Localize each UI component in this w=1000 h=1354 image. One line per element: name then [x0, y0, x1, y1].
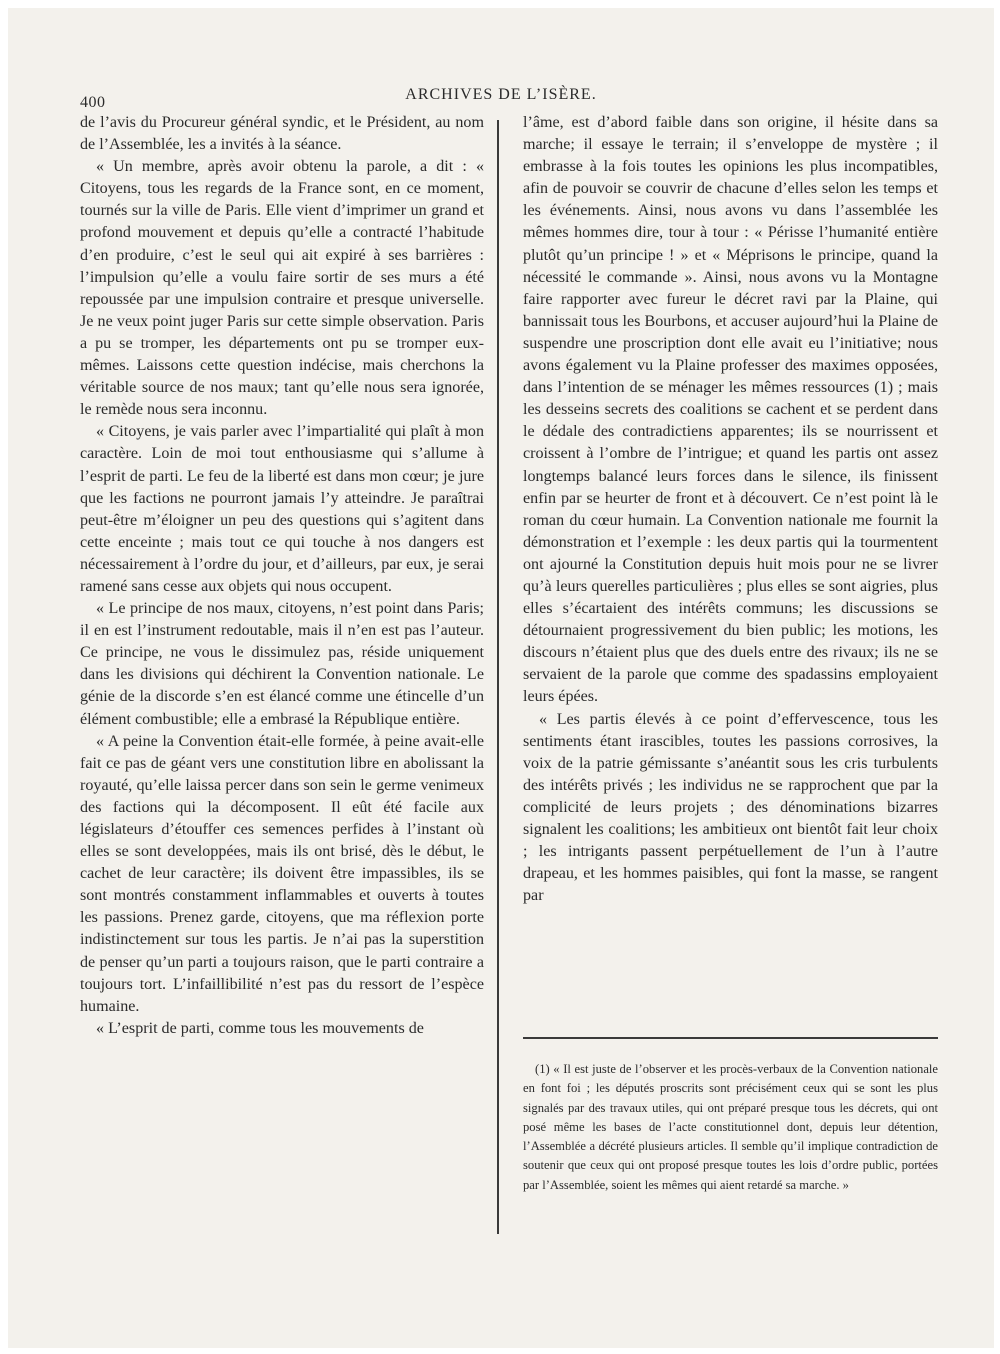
footnote-text: (1) « Il est juste de l’observer et les procès-verbaux de la Convention nationale en font foi ; les députés proscrits sont précisément ceux qui se sont les plus signalés par des travaux utiles, qui ont préparé presque tous les décrets, qui ont posé même les bases de l’acte constitutionnel dont, depuis leur détention, l’Assemblée a décrété plusieurs articles. Il semble qu’il implique contradiction de soutenir que ceux qui ont proposé presque toutes les lois d’ordre public, portées par l’Assemblée, soient les mêmes qui aient retardé sa marche. »: [523, 1062, 938, 1192]
book-page: [8, 8, 994, 1348]
paragraph: « Citoyens, je vais parler avec l’impartialité qui plaît à mon caractère. Loin de moi tout enthousiasme qui s’allume à l’esprit de parti. Le feu de la liberté est dans mon cœur; je jure que les factions ne pourront jamais l’y atteindre. Je paraîtrai peut-être m’éloigner un peu des questions qui s’agitent dans cette enceinte ; mais tout ce qui touche à nos dangers est nécessairement à l’ordre du jour, et d’ailleurs, par eux, je serai ramené sans cesse aux objets qui nous occupent.: [80, 423, 484, 595]
paragraph: « Un membre, après avoir obtenu la parole, a dit : « Citoyens, tous les regards de la France sont, en ce moment, tournés sur la ville de Paris. Elle vient d’imprimer un grand et profond mouvement et depuis qu’elle a contracté l’habitude d’en produire, c’est le seul qui ait expiré à ses barrières : l’impulsion qu’elle a voulu faire sortir de ses murs a été repoussée par une impulsion contraire et presque universelle. Je ne veux point juger Paris sur cette simple observation. Paris a pu se tromper, les départements ont pu se tromper eux-mêmes. Laissons cette question indécise, mais cherchons la véritable source de nos maux; tant qu’elle nous sera ignorée, le remède nous sera inconnu.: [80, 158, 484, 419]
footnote: [523, 1060, 938, 1195]
footnote-divider: [523, 1037, 938, 1039]
right-column: [523, 112, 938, 907]
running-title: ARCHIVES DE L’ISÈRE.: [405, 86, 597, 103]
paragraph: l’âme, est d’abord faible dans son origine, il hésite dans sa marche; il essaye le terrain; il s’enveloppe de mystère ; il embrasse à la fois toutes les opinions les plus incompatibles, afin de pouvoir se couvrir de chacune d’elles selon les temps et les événements. Ainsi, nous avons vu dans l’assemblée les mêmes hommes dire, tour à tour : « Périsse l’humanité entière plutôt qu’un principe ! » et « Méprisons le principe, quand la nécessité le commande ». Ainsi, nous avons vu la Montagne faire rapporter avec fureur le décret ravi par la Plaine, qui bannissait tous les Bourbons, et accuser aujourd’hui la Plaine de suspendre une proscription dont elle avait eu l’initiative; nous avons également vu la Plaine professer des maximes opposées, dans l’intention de se ménager les mêmes ressources (1) ; mais les desseins secrets des coalitions se cachent et se perdent dans le dédale des contradictiens apparentes; ils se nourrissent et croissent à l’ombre de l’intrigue; et quand les partis ont assez longtemps balancé leurs forces dans le silence, ils finissent enfin par se heurter de front et à découvert. Ce n’est point là le roman du cœur humain. La Convention nationale me fournit la démonstration et l’exemple : les deux partis qui la tourmentent ont ajourné la Constitution depuis huit mois pour ne se livrer qu’à leurs querelles particulières ; plus elles se sont aigries, plus elles s’écartaient des intérêts communs; les discussions se détournaient progressivement du bien public; les motions, les discours n’étaient plus que des duels entre des rivaux; ils ne se servaient de la parole que comme des spadassins employaient leurs épées.: [523, 114, 938, 706]
paragraph: de l’avis du Procureur général syndic, et le Président, au nom de l’Assemblée, les a invités à la séance.: [80, 114, 484, 154]
column-divider: [497, 120, 499, 1234]
paragraph: « L’esprit de parti, comme tous les mouvements de: [96, 1019, 424, 1037]
page-number: 400: [80, 94, 106, 111]
left-column: [80, 112, 484, 1040]
paragraph: « Les partis élevés à ce point d’effervescence, tous les sentiments étant irascibles, toutes les passions corrosives, la voix de la patrie gémissante s’anéantit sous les cris turbulents des intérêts privés ; les individus ne se rapprochent que par la complicité de leurs projets ; des dénominations bizarres signalent les coalitions; les ambitieux ont bientôt fait leur choix ; les intrigants passent perpétuellement de l’un à l’autre drapeau, et les hommes paisibles, qui font la masse, se rangent par: [523, 710, 938, 905]
paragraph: « Le principe de nos maux, citoyens, n’est point dans Paris; il en est l’instrument redoutable, mais il n’en est pas l’auteur. Ce principe, ne vous le dissimulez pas, réside uniquement dans les divisions qui déchirent la Convention nationale. Le génie de la discorde s’en est élancé comme une étincelle d’un élément combustible; elle a embrasé la République entière.: [80, 600, 484, 728]
paragraph: « A peine la Convention était-elle formée, à peine avait-elle fait ce pas de géant vers une constitution libre en abolissant la royauté, qu’elle laissa percer dans son sein le germe venimeux des factions qui la décomposent. Il eût été facile aux législateurs d’étouffer ces semences perfides à l’instant où elles se sont developpées, mais ils ont brisé, dès le début, le cachet de leur caractère; ils doivent être impassibles, ils se sont montrés constamment inflammables et ouverts à toutes les passions. Prenez garde, citoyens, que ma réflexion porte indistinctement sur tous les partis. Je n’ai pas la superstition de penser qu’un parti a toujours raison, que le parti contraire a toujours tort. L’infaillibilité n’est pas du ressort de l’espèce humaine.: [80, 732, 484, 1015]
